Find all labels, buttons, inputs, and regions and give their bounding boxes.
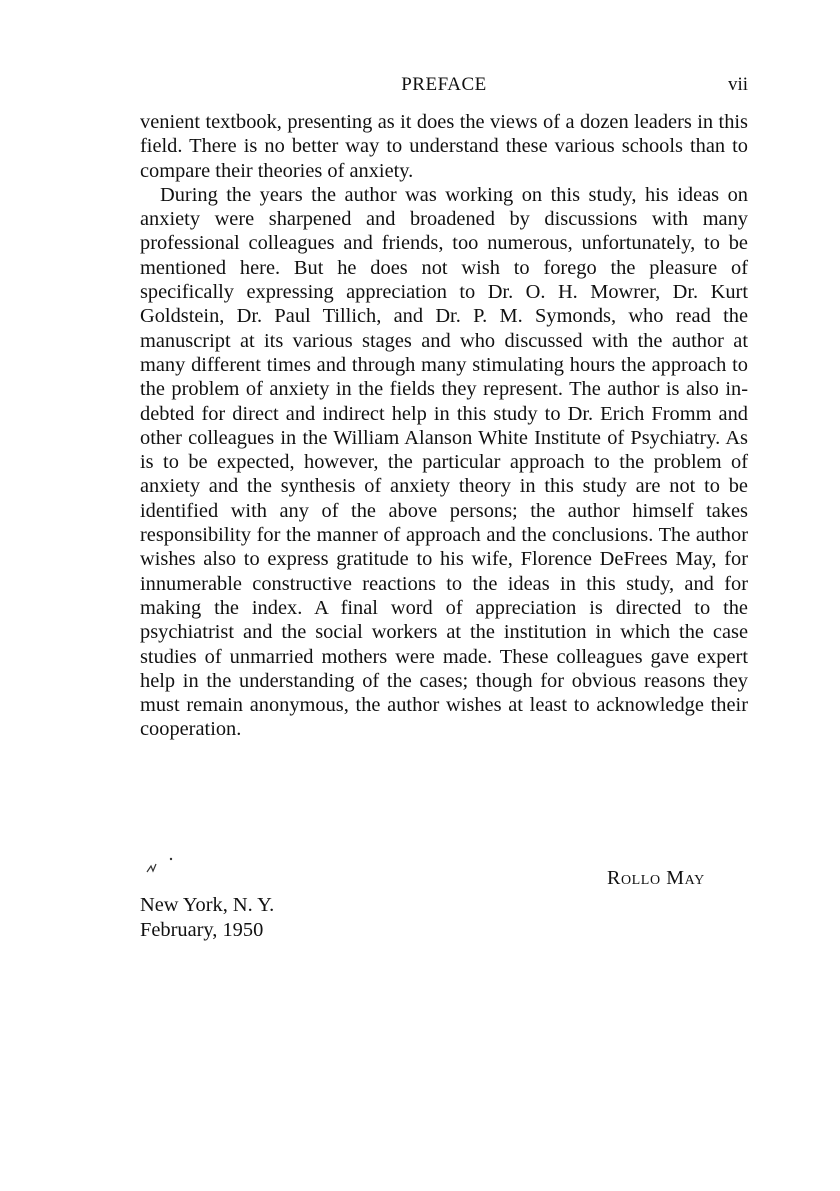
paragraph-continued: venient textbook, presenting as it does the views of a dozen leaders in this field. There is no better way to understand these various schools than to compare their theories of anxiety. — [140, 111, 748, 182]
place: New York, N. Y. — [140, 894, 275, 916]
place-and-date — [140, 893, 274, 942]
author-signature: Rollo May — [607, 867, 705, 889]
page-number: vii — [727, 74, 748, 95]
running-title: PREFACE — [401, 74, 487, 95]
ink-smudge-mark — [143, 856, 183, 876]
paragraph-acknowledgments: During the years the author was working on this study, his ideas on anxiety were sharpened and broadened by discussions with many professional colleagues and friends, too numerous, unfortunately, to be mentioned here. But he does not wish to forego the pleasure of specifically expressing appreciation to Dr. O. H. Mowrer, Dr. Kurt Goldstein, Dr. Paul Tillich, and Dr. P. M. Symonds, who read the manuscript at its various stages and who discussed with the author at many different times and through many stimulating hours the approach to the problem of anxiety in the fields they represent. The author is also indebted for direct and indirect help in this study to Dr. Erich Fromm and other colleagues in the William Alanson White Institute of Psychiatry. As is to be expected, however, the particular approach to the problem of anxiety and the synthesis of anxiety theory in this study are not to be identified with any of the above persons; the author himself takes responsibility for the manner of approach and the conclusions. The author wishes also to express gratitude to his wife, Florence DeFrees May, for innumerable constructive reactions to the ideas in this study, and for making the index. A final word of appreciation is directed to the psychiatrist and the social workers at the institution in which the case studies of unmarried mothers were made. These colleagues gave expert help in the understanding of the cases; though for obvious reasons they must remain anonymous, the author wishes at least to acknowledge their cooperation. — [140, 183, 748, 741]
running-head — [140, 72, 748, 100]
body-text — [140, 110, 748, 742]
date: February, 1950 — [140, 918, 264, 941]
